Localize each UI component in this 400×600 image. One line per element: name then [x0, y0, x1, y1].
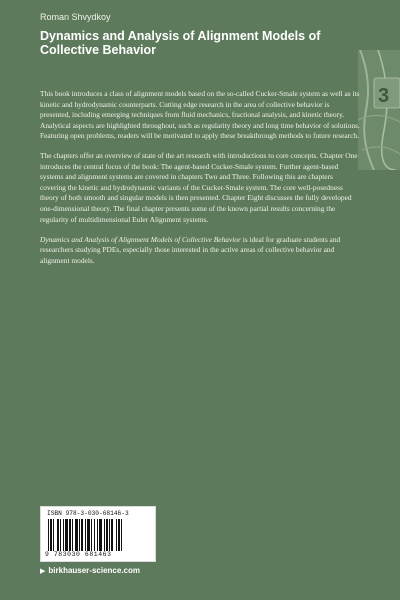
barcode-bar [60, 519, 61, 551]
barcode-bar [111, 519, 113, 551]
barcode-bar [104, 519, 105, 551]
barcode-bar [48, 519, 49, 551]
barcode-bar [50, 519, 52, 551]
closing-text: is ideal for graduate students and researchers studying PDEs, especially those interested in the active areas of collective behavior and alignment models. [40, 234, 341, 265]
isbn-text: ISBN 978-3-030-68146-3 [47, 510, 129, 517]
barcode-bar [69, 519, 71, 551]
description [40, 89, 360, 276]
closing-paragraph [40, 235, 360, 267]
barcode-bar [109, 519, 110, 551]
barcode-bar [97, 519, 98, 551]
barcode-bar [121, 519, 122, 551]
barcode-bar [75, 519, 78, 551]
author-name: Roman Shvydkoy [40, 12, 111, 22]
barcode-bar [79, 519, 80, 551]
barcode-bar [85, 519, 86, 551]
barcode-digits: 9 783030 681463 [45, 551, 112, 558]
art-digit: 3 [378, 85, 390, 107]
arrow-icon: ▶ [40, 568, 46, 575]
barcode-bar [118, 519, 120, 551]
barcode-bar [57, 519, 59, 551]
description-paragraph: This book introduces a class of alignment models based on the so-called Cucker-Smale system as well as its kinetic and hydrodynamic counterparts. Cutting edge research in the area of collective behavior is presented, including emerging techniques from fluid mechanics, fractional analysis, and kinetic theory. Analytical aspects are highlighted throughout, such as regularity theory and long time behavior of solutions. Featuring open problems, readers will be motivated to apply these breakthrough methods to future research. [40, 89, 360, 141]
barcode-bar [91, 519, 92, 551]
cover-artwork [358, 50, 400, 170]
barcode-bar [63, 519, 64, 551]
book-title: Dynamics and Analysis of Alignment Models of Collective Behavior [40, 29, 321, 57]
barcode-bar [53, 519, 54, 551]
website-text: birkhauser-science.com [48, 566, 140, 575]
barcode-bar [87, 519, 90, 551]
publisher-website[interactable] [40, 566, 140, 575]
barcode-bar [65, 519, 68, 551]
barcode-bar [106, 519, 108, 551]
closing-italic-title: Dynamics and Analysis of Alignment Models of Collective Behavior [40, 234, 241, 244]
barcode-bar [116, 519, 117, 551]
barcode-bar [81, 519, 83, 551]
barcode-bar [72, 519, 73, 551]
barcode-bar [99, 519, 102, 551]
barcode-icon [48, 519, 150, 551]
barcode-label [40, 506, 156, 562]
barcode-bar [94, 519, 95, 551]
description-paragraph: The chapters offer an overview of state of the art research with introductions to core concepts. Chapter One introduces the central focus of the book: The agent-based Cucker-Smale system. Further agent-based systems and alignment systems are covered in chapters Two and Three. Following this are chapters covering the kinetic and hydrodynamic variants of the Cucker-Smale system. The core well-posedness theory of both smooth and singular models is then presented. Chapter Eight discusses the fully developed one-dimensional theory. The final chapter presents some of the known partial results concerning the regularity of multidimensional Euler Alignment systems. [40, 151, 358, 224]
